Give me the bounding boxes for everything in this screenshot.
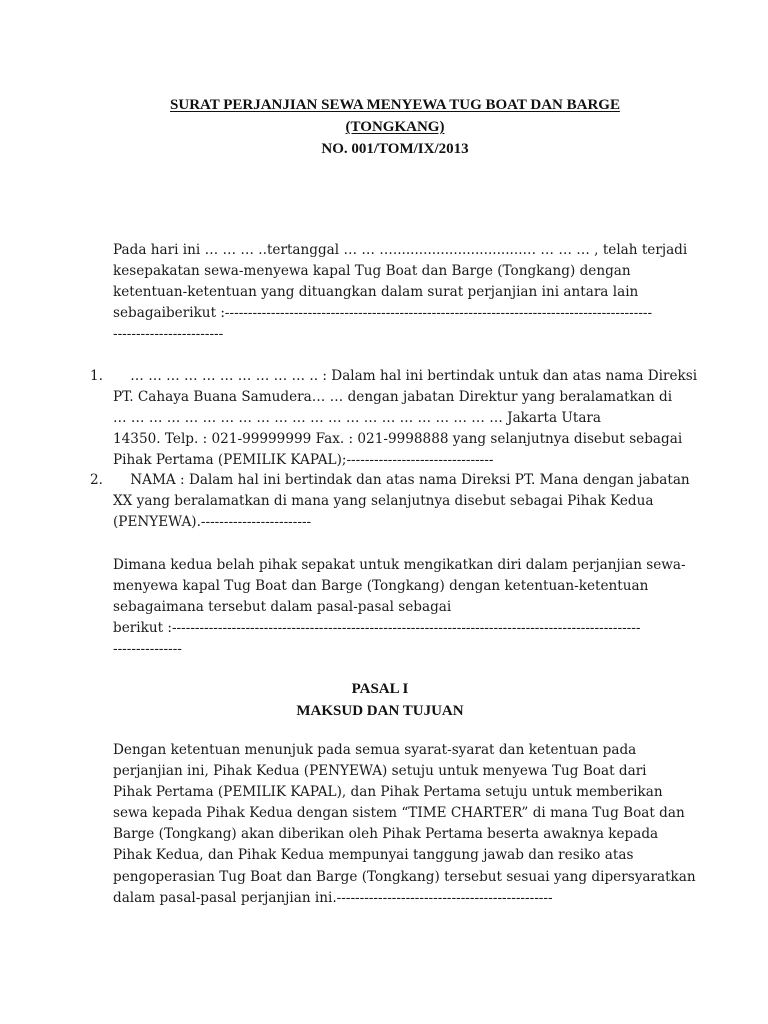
- agreement-line: berikut :------------------------------------------------------------------------------------------------------: [113, 620, 641, 637]
- pasal-1-line: sewa kepada Pihak Kedua dengan sistem “TIME CHARTER” di mana Tug Boat dan: [113, 805, 685, 822]
- intro-line: kesepakatan sewa-menyewa kapal Tug Boat dan Barge (Tongkang) dengan: [113, 263, 631, 280]
- agreement-line: menyewa kapal Tug Boat dan Barge (Tongkang) dengan ketentuan-ketentuan: [113, 578, 649, 595]
- party-1-line: Pihak Pertama (PEMILIK KAPAL);--------------------------------: [113, 452, 494, 469]
- party-1-line: 14350. Telp. : 021-99999999 Fax. : 021-9998888 yang selanjutnya disebut sebagai: [113, 431, 683, 448]
- agreement-line: ---------------: [113, 641, 182, 658]
- intro-line: sebagaiberikut :---------------------------------------------------------------------------------------------: [113, 305, 653, 322]
- pasal-1-line: Dengan ketentuan menunjuk pada semua syarat-syarat dan ketentuan pada: [113, 742, 637, 758]
- pasal-1-paragraph: [113, 740, 696, 909]
- party-2-line: NAMA : Dalam hal ini bertindak dan atas nama Direksi PT. Mana dengan jabatan: [113, 472, 690, 488]
- intro-line: ------------------------: [113, 326, 224, 343]
- party-2-number: 2.: [90, 472, 103, 488]
- pasal-1-line: Pihak Pertama (PEMILIK KAPAL), dan Pihak Pertama setuju untuk memberikan: [113, 784, 663, 801]
- agreement-line: Dimana kedua belah pihak sepakat untuk mengikatkan diri dalam perjanjian sewa-: [113, 557, 686, 573]
- pasal-1-line: Pihak Kedua, dan Pihak Kedua mempunyai tanggung jawab dan resiko atas: [113, 847, 634, 864]
- intro-paragraph: [113, 240, 687, 345]
- pasal-1-subheading: MAKSUD DAN TUJUAN: [296, 703, 464, 719]
- agreement-paragraph: [113, 555, 686, 660]
- document-number: NO. 001/TOM/IX/2013: [321, 141, 469, 157]
- intro-line: Pada hari ini … … … ..tertanggal … … …..............................… … … … , telah terjadi: [113, 242, 688, 258]
- pasal-1-heading: PASAL I: [351, 681, 409, 697]
- party-2-paragraph: [113, 470, 690, 533]
- pasal-1-line: pengoperasian Tug Boat dan Barge (Tongkang) tersebut sesuai yang dipersyaratkan: [113, 868, 696, 885]
- party-1-paragraph: [113, 366, 697, 471]
- pasal-1-line: Barge (Tongkang) akan diberikan oleh Pihak Pertama beserta awaknya kepada: [113, 826, 659, 843]
- party-2-line: XX yang beralamatkan di mana yang selanjutnya disebut sebagai Pihak Kedua: [113, 493, 654, 510]
- pasal-1-line: perjanjian ini, Pihak Kedua (PENYEWA) setuju untuk menyewa Tug Boat dari: [113, 763, 647, 780]
- pasal-1-line: dalam pasal-pasal perjanjian ini.-----------------------------------------------: [113, 889, 553, 906]
- party-1-line: … … … … … … … … … … .. : Dalam hal ini bertindak untuk dan atas nama Direksi: [113, 368, 698, 384]
- intro-line: ketentuan-ketentuan yang dituangkan dalam surat perjanjian ini antara lain: [113, 284, 639, 301]
- agreement-line: sebagaimana tersebut dalam pasal-pasal sebagai: [113, 599, 452, 616]
- title-line-1: SURAT PERJANJIAN SEWA MENYEWA TUG BOAT DAN BARGE: [170, 97, 620, 113]
- party-1-line: PT. Cahaya Buana Samudera… … dengan jabatan Direktur yang beralamatkan di: [113, 389, 673, 406]
- title-line-2: (TONGKANG): [345, 119, 445, 135]
- party-1-line: … … … … … … … … … … … … … … … … … … … … … … Jakarta Utara: [113, 410, 602, 427]
- document-title: [0, 94, 768, 160]
- party-2-line: (PENYEWA).------------------------: [113, 514, 312, 531]
- party-1-number: 1.: [90, 368, 103, 384]
